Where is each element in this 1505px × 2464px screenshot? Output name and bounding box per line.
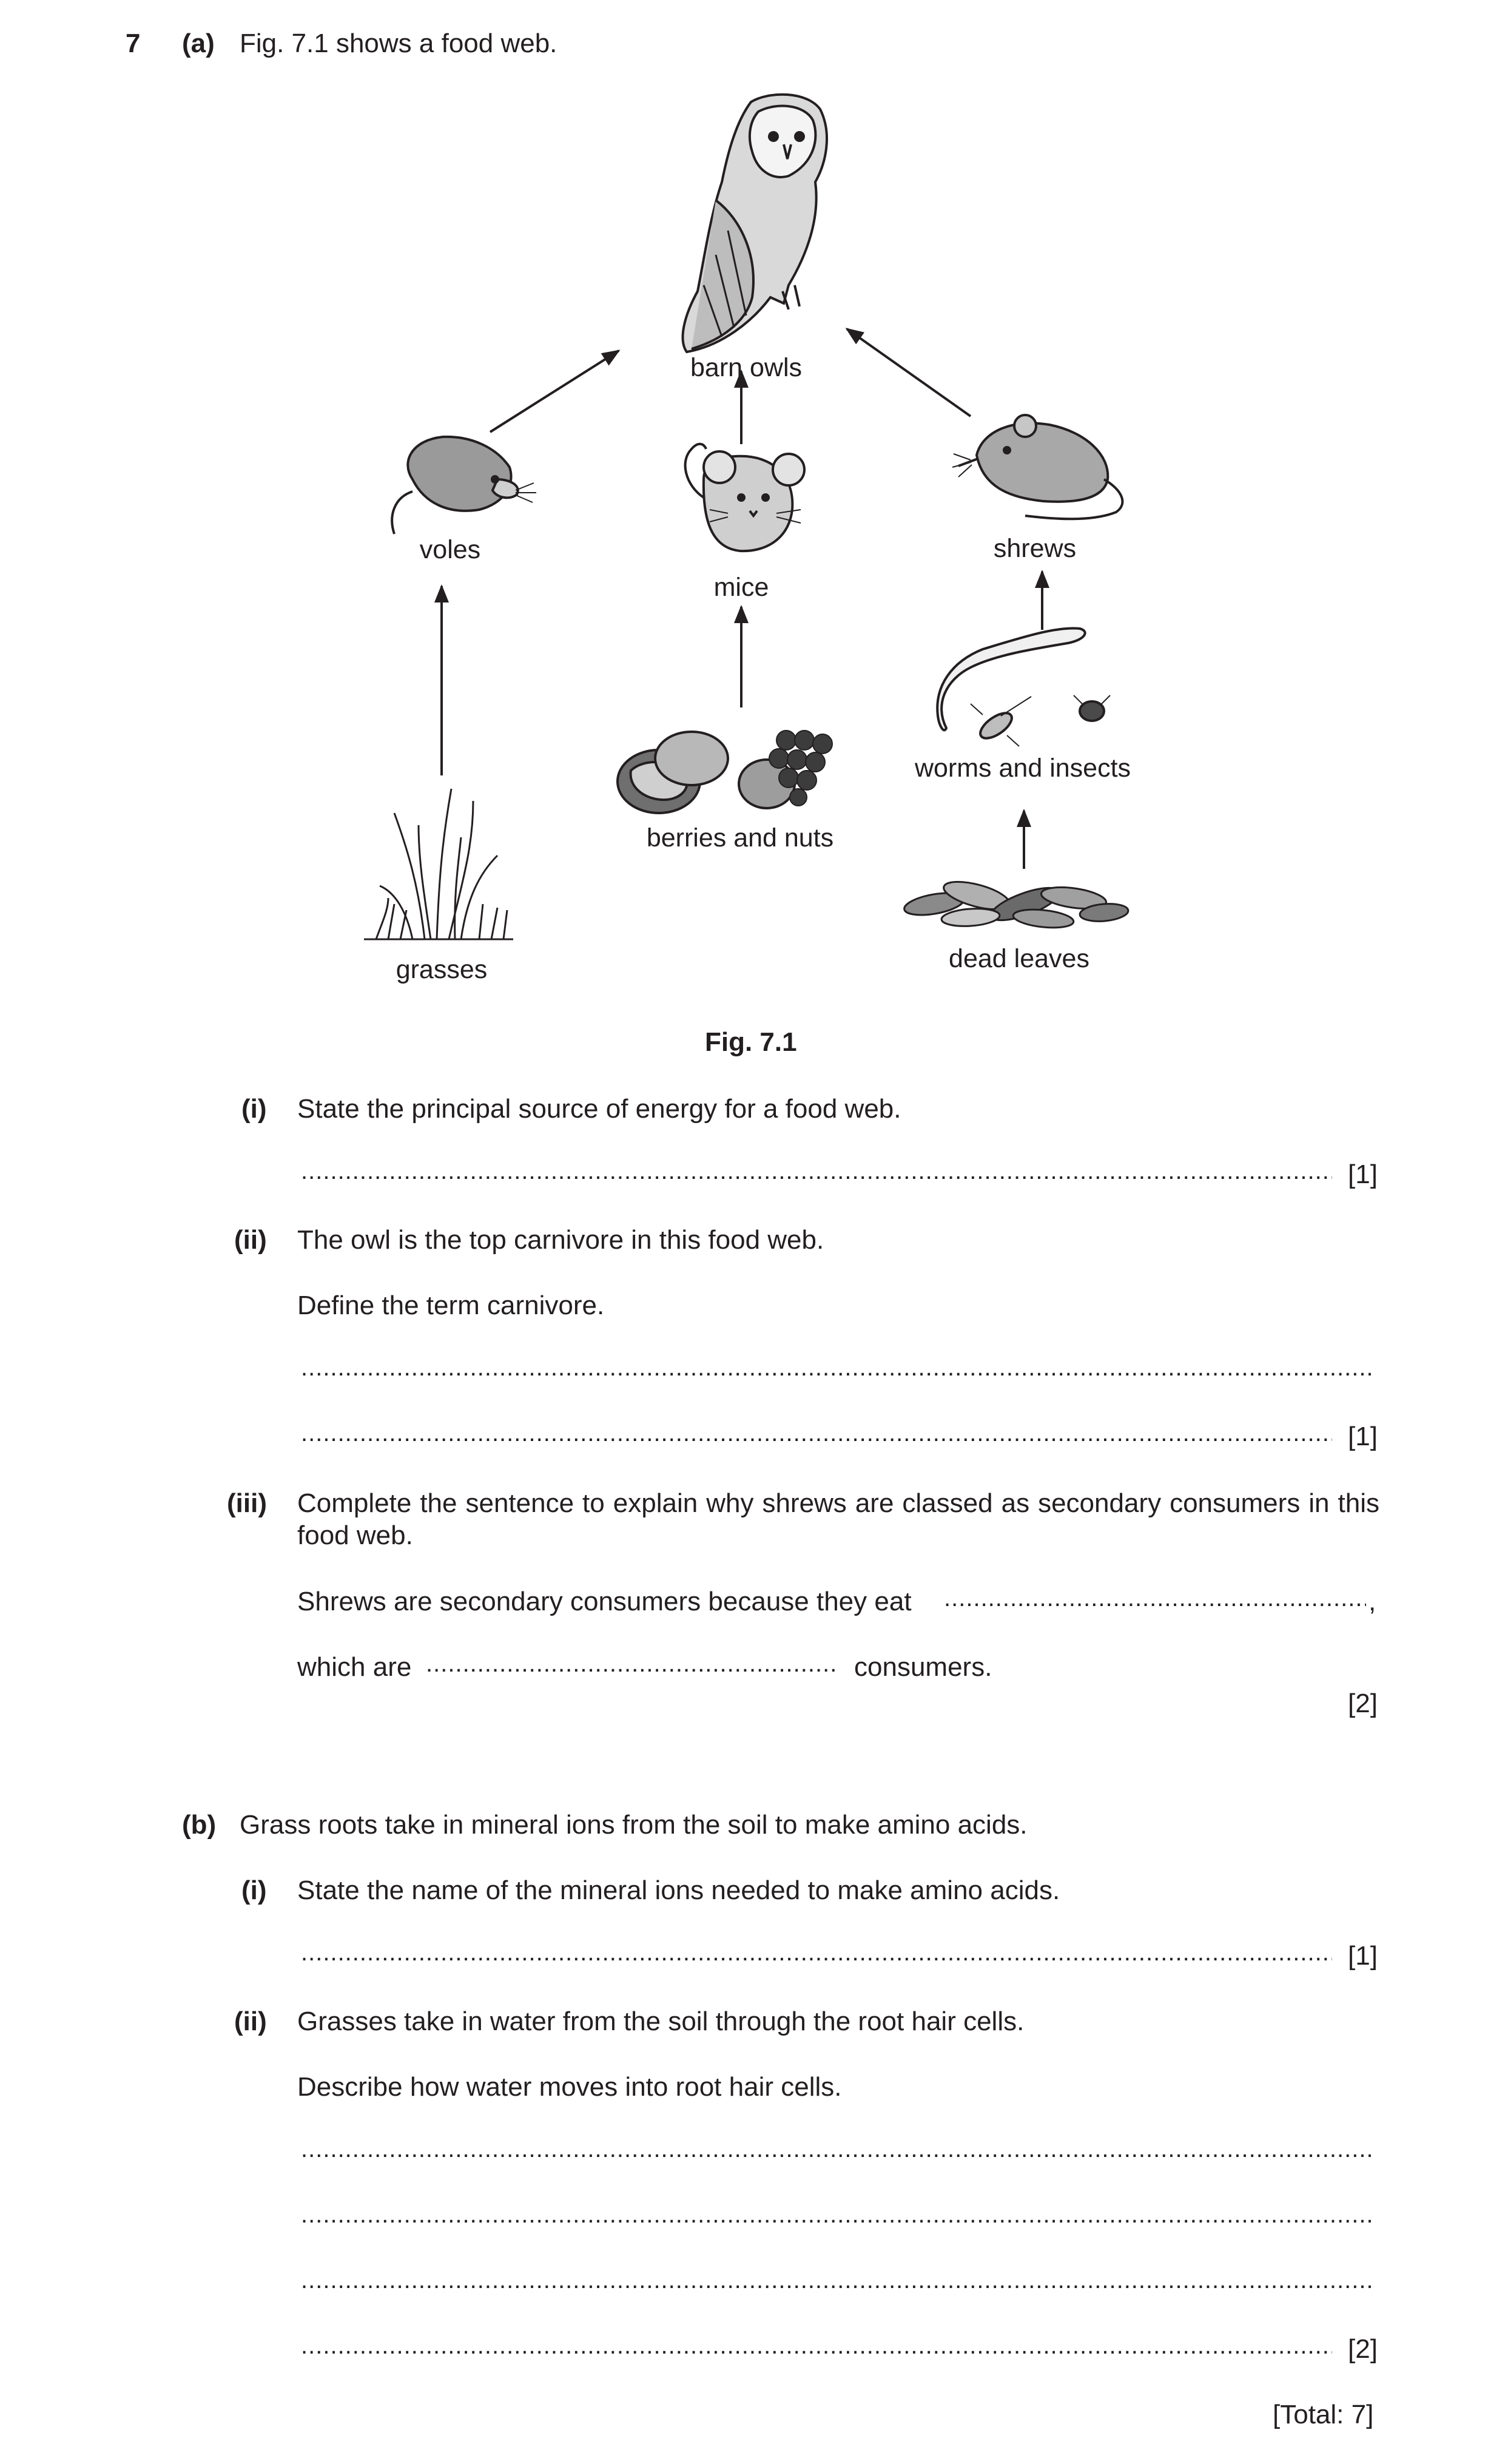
label-shrews: shrews bbox=[993, 534, 1077, 563]
answer-line-a-ii-2[interactable] bbox=[301, 1420, 1332, 1446]
marks-a-i: [1] bbox=[1348, 1159, 1378, 1189]
part-a-intro: Fig. 7.1 shows a food web. bbox=[240, 29, 557, 58]
part-a-i-question: State the principal source of energy for a food web. bbox=[297, 1094, 901, 1124]
part-a-iii-which-are: which are bbox=[297, 1652, 412, 1682]
answer-line-a-ii-1[interactable] bbox=[301, 1354, 1376, 1381]
total-marks: [Total: 7] bbox=[1273, 2400, 1374, 2429]
part-b-label: (b) bbox=[182, 1810, 217, 1840]
marks-b-i: [1] bbox=[1348, 1941, 1378, 1971]
part-a-ii-question: The owl is the top carnivore in this food web. bbox=[297, 1225, 824, 1255]
arrow-voles-to-owls bbox=[490, 351, 619, 432]
arrow-shrews-to-owls bbox=[847, 329, 971, 416]
answer-line-b-ii-1[interactable] bbox=[301, 2136, 1376, 2162]
answer-line-b-i[interactable] bbox=[301, 1939, 1332, 1966]
question-number: 7 bbox=[126, 29, 141, 58]
part-a-ii-prompt: Define the term carnivore. bbox=[297, 1291, 605, 1320]
part-b-i-label: (i) bbox=[241, 1875, 267, 1905]
label-grasses: grasses bbox=[396, 955, 488, 984]
part-a-iii-label: (iii) bbox=[227, 1488, 267, 1518]
dead-leaves-illustration bbox=[903, 876, 1129, 930]
label-voles: voles bbox=[419, 535, 481, 564]
answer-blank-consumer-type[interactable] bbox=[426, 1650, 840, 1677]
part-a-iii-sentence-start: Shrews are secondary consumers because they eat bbox=[297, 1587, 912, 1616]
part-a-iii-consumers: consumers. bbox=[854, 1652, 992, 1682]
part-b-i-question: State the name of the mineral ions needed to make amino acids. bbox=[297, 1875, 1060, 1905]
part-a-iii-question: Complete the sentence to explain why shrews are classed as secondary consumers in this food web. bbox=[297, 1488, 1379, 1550]
part-b-ii-question: Grasses take in water from the soil through the root hair cells. bbox=[297, 2007, 1025, 2036]
answer-line-b-ii-2[interactable] bbox=[301, 2201, 1376, 2228]
label-dead-leaves: dead leaves bbox=[949, 944, 1089, 973]
label-berries-and-nuts: berries and nuts bbox=[646, 823, 834, 852]
grasses-illustration bbox=[364, 789, 513, 939]
part-b-ii-prompt: Describe how water moves into root hair cells. bbox=[297, 2072, 842, 2102]
figure-caption: Fig. 7.1 bbox=[705, 1027, 797, 1057]
marks-a-iii: [2] bbox=[1348, 1689, 1378, 1718]
part-b-intro: Grass roots take in mineral ions from the soil to make amino acids. bbox=[240, 1810, 1028, 1840]
sentence-comma: , bbox=[1369, 1587, 1376, 1616]
part-b-ii-label: (ii) bbox=[234, 2007, 267, 2036]
marks-a-ii: [1] bbox=[1348, 1422, 1378, 1451]
label-worms-and-insects: worms and insects bbox=[914, 754, 1131, 783]
shrew-illustration bbox=[952, 415, 1122, 519]
label-barn-owls: barn owls bbox=[690, 353, 803, 382]
answer-blank-shrews-eat[interactable] bbox=[944, 1585, 1366, 1612]
part-a-i-label: (i) bbox=[241, 1094, 267, 1124]
answer-line-b-ii-4[interactable] bbox=[301, 2332, 1332, 2359]
berries-nuts-illustration bbox=[618, 731, 832, 813]
answer-line-a-i[interactable] bbox=[301, 1158, 1332, 1184]
barn-owl-illustration bbox=[683, 95, 827, 352]
vole-illustration bbox=[392, 437, 536, 534]
worms-insects-illustration bbox=[937, 628, 1110, 746]
part-a-ii-label: (ii) bbox=[234, 1225, 267, 1255]
part-a-label: (a) bbox=[182, 29, 215, 58]
mouse-illustration bbox=[685, 444, 804, 551]
label-mice: mice bbox=[713, 573, 769, 602]
answer-line-b-ii-3[interactable] bbox=[301, 2267, 1376, 2294]
food-web-figure bbox=[0, 0, 1505, 1031]
marks-b-ii: [2] bbox=[1348, 2334, 1378, 2364]
